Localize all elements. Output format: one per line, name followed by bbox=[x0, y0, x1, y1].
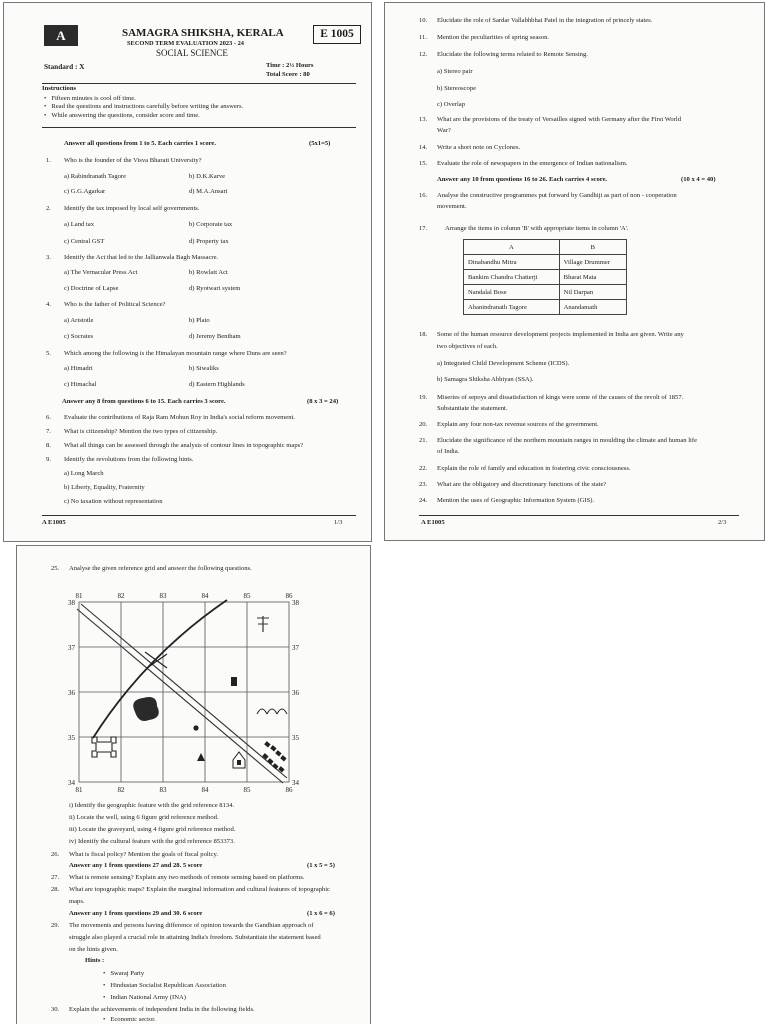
question-text: Elucidate the following terms related to Remote Sensing. bbox=[437, 51, 588, 58]
question-text: Identify the revolutions from the following hints. bbox=[64, 456, 194, 463]
grid-right-label: 38 bbox=[292, 599, 299, 607]
option: b) Liberty, Equality, Fraternity bbox=[64, 484, 145, 491]
question-text: The movements and persons having difference of opinion towards the Gandhian approach of bbox=[69, 922, 314, 929]
question-number: 25. bbox=[51, 565, 60, 572]
question-text: Which among the following is the Himalayan mountain range where Duns are seen? bbox=[64, 350, 287, 357]
table-cell: Bharat Mata bbox=[559, 270, 626, 285]
hint-item: • Hindustan Socialist Republican Association bbox=[103, 982, 226, 989]
table-row bbox=[464, 285, 627, 300]
question-text-cont: on the hints given. bbox=[69, 946, 118, 953]
question-text-cont: two objectives of each. bbox=[437, 343, 498, 350]
post-office-symbol bbox=[233, 752, 245, 768]
question-number: 24. bbox=[419, 497, 428, 504]
question-text: Explain the achievements of independent India in the following fields. bbox=[69, 1006, 255, 1013]
question-text: What are the obligatory and discretionary functions of the state? bbox=[437, 481, 607, 488]
question-number: 8. bbox=[46, 442, 51, 449]
question-text: Elucidate the significance of the northern mountain ranges in moulding the climate and human life bbox=[437, 437, 698, 444]
sub-question: iii) Locate the graveyard, using 4 figure grid reference method. bbox=[69, 826, 236, 833]
section-heading: Answer any 1 from questions 29 and 30. 6 score bbox=[69, 910, 203, 917]
footer-code: A E1005 bbox=[42, 519, 66, 526]
option: a) Stereo pair bbox=[437, 68, 473, 75]
table-cell: Nandalal Bose bbox=[464, 285, 560, 300]
option: b) D.K.Karve bbox=[189, 173, 226, 180]
question-text-cont: struggle also played a crucial role in attaining India's freedom. Substantiate the statement based bbox=[69, 934, 321, 941]
grid-top-label: 85 bbox=[243, 592, 251, 600]
question-text-cont: Substantiate the statement. bbox=[437, 405, 508, 412]
option: c) Doctrine of Lapse bbox=[64, 285, 119, 292]
option: d) M.A.Ansari bbox=[189, 188, 228, 195]
table-row bbox=[464, 270, 627, 285]
question-text: What is fiscal policy? Mention the goals of fiscal policy. bbox=[69, 851, 218, 858]
triangle-symbol bbox=[197, 753, 205, 761]
question-number: 16. bbox=[419, 192, 428, 199]
question-text: Who is the founder of the Visva Bharati University? bbox=[64, 157, 202, 164]
question-number: 19. bbox=[419, 394, 428, 401]
exam-title: SECOND TERM EVALUATION 2023 - 24 bbox=[127, 40, 244, 47]
option: b) Samagra Shiksha Abhiyan (SSA). bbox=[437, 376, 534, 383]
reference-grid-map bbox=[17, 546, 371, 806]
option: d) Ryotwari system bbox=[189, 285, 241, 292]
option: c) Central GST bbox=[64, 238, 105, 245]
divider bbox=[42, 83, 356, 84]
grid-top-label: 81 bbox=[75, 592, 83, 600]
table-cell: Abanindranath Tagore bbox=[464, 300, 560, 315]
question-number: 10. bbox=[419, 17, 428, 24]
question-number: 5. bbox=[46, 350, 51, 357]
question-number: 2. bbox=[46, 205, 51, 212]
section-heading: Answer all questions from 1 to 5. Each carries 1 score. bbox=[64, 140, 217, 147]
settlement-blob bbox=[133, 697, 159, 721]
question-text: Elucidate the role of Sardar Vallabhbhai Patel in the integration of princely states. bbox=[437, 17, 653, 24]
option: a) Land tax bbox=[64, 221, 95, 228]
question-number: 18. bbox=[419, 331, 428, 338]
option: a) Rabindranath Tagore bbox=[64, 173, 127, 180]
question-number: 9. bbox=[46, 456, 51, 463]
question-number: 23. bbox=[419, 481, 428, 488]
question-text: Some of the human resource development projects implemented in India are given. Write any bbox=[437, 331, 684, 338]
question-text: What is remote sensing? Explain any two methods of remote sensing based on platforms. bbox=[69, 874, 305, 881]
option: c) Overlap bbox=[437, 101, 466, 108]
hint-item: • Economic sector. bbox=[103, 1016, 156, 1023]
column-header: A bbox=[464, 240, 560, 255]
sub-question: iv) Identify the cultural feature with the grid reference 853373. bbox=[69, 838, 235, 845]
question-text: What are the provisions of the treaty of Versailles signed with Germany after the First World bbox=[437, 116, 682, 123]
option: a) Himadri bbox=[64, 365, 93, 372]
grid-right-label: 34 bbox=[292, 779, 299, 787]
option: c) G.G.Agarkar bbox=[64, 188, 106, 195]
table-cell: Nil Darpan bbox=[559, 285, 626, 300]
grid-right-label: 37 bbox=[292, 644, 299, 652]
grid-top-label: 83 bbox=[159, 592, 167, 600]
option: a) Aristotle bbox=[64, 317, 94, 324]
question-text: What is citizenship? Mention the two types of citizenship. bbox=[64, 428, 218, 435]
exam-page-3 bbox=[16, 545, 371, 1024]
org-title: SAMAGRA SHIKSHA, KERALA bbox=[122, 27, 284, 39]
grid-right-label: 36 bbox=[292, 689, 299, 697]
divider bbox=[42, 127, 356, 128]
question-text: Analyse the constructive programmes put forward by Gandhiji as part of non - cooperation bbox=[437, 192, 677, 199]
question-text: Explain the role of family and education in fostering civic consciousness. bbox=[437, 465, 631, 472]
grid-bottom-label: 83 bbox=[159, 786, 167, 794]
grid-left-label: 38 bbox=[68, 599, 75, 607]
question-text: Identify the tax imposed by local self governments. bbox=[64, 205, 200, 212]
graveyard-symbol bbox=[92, 737, 116, 757]
grid-bottom-label: 84 bbox=[201, 786, 209, 794]
time-label: Time : 2½ Hours bbox=[266, 62, 314, 69]
instructions-title: Instructions bbox=[42, 85, 77, 92]
sub-question: ii) Locate the well, using 6 figure grid reference method. bbox=[69, 814, 219, 821]
subject-title: SOCIAL SCIENCE bbox=[156, 48, 228, 58]
instruction-item: • Read the questions and instructions carefully before writing the answers. bbox=[44, 103, 243, 110]
question-text: Identify the Act that led to the Jallianwala Bagh Massacre. bbox=[64, 254, 219, 261]
hint-item: • Indian National Army (INA) bbox=[103, 994, 186, 1001]
question-text: Explain any four non-tax revenue sources of the government. bbox=[437, 421, 599, 428]
question-number: 7. bbox=[46, 428, 51, 435]
instruction-item: • Fifteen minutes is cool off time. bbox=[44, 95, 136, 102]
section-marks: (5x1=5) bbox=[309, 140, 331, 147]
question-text: Mention the peculiarities of spring season. bbox=[437, 34, 550, 41]
question-number: 14. bbox=[419, 144, 428, 151]
option: d) Jeremy Bentham bbox=[189, 333, 241, 340]
grid-left-label: 35 bbox=[68, 734, 75, 742]
grid-bottom-label: 86 bbox=[285, 786, 293, 794]
hint-item: • Swaraj Party bbox=[103, 970, 144, 977]
road-line bbox=[93, 600, 227, 738]
footer-divider bbox=[419, 515, 739, 516]
option: c) No taxation without representation bbox=[64, 498, 163, 505]
grid-top-label: 84 bbox=[201, 592, 209, 600]
sub-question: i) Identify the geographic feature with the grid reference 8134. bbox=[69, 802, 235, 809]
grid-bottom-label: 85 bbox=[243, 786, 251, 794]
question-text: What all things can be assessed through the analysis of contour lines in topographic maps? bbox=[64, 442, 304, 449]
grid-bottom-label: 81 bbox=[75, 786, 83, 794]
section-marks: (10 x 4 = 40) bbox=[681, 176, 716, 183]
question-number: 20. bbox=[419, 421, 428, 428]
option: c) Socrates bbox=[64, 333, 94, 340]
grid-left-label: 34 bbox=[68, 779, 75, 787]
table-cell: Anandamath bbox=[559, 300, 626, 315]
option: b) Siwaliks bbox=[189, 365, 219, 372]
section-heading: Answer any 8 from questions 6 to 15. Each carries 3 score. bbox=[62, 398, 226, 405]
option: c) Himachal bbox=[64, 381, 97, 388]
option: a) The Vernacular Press Act bbox=[64, 269, 138, 276]
section-marks: (1 x 5 = 5) bbox=[307, 862, 335, 869]
hints-title: Hints : bbox=[85, 957, 105, 964]
section-heading: Answer any 10 from questions 16 to 26. Each carries 4 score. bbox=[437, 176, 608, 183]
table-cell: Bankim Chandra Chatterji bbox=[464, 270, 560, 285]
table-row bbox=[464, 255, 627, 270]
grid-top-label: 86 bbox=[285, 592, 293, 600]
question-text: Who is the father of Political Science? bbox=[64, 301, 166, 308]
footer-code: A E1005 bbox=[421, 519, 445, 526]
question-text: Arrange the items in column 'B' with appropriate items in column 'A'. bbox=[445, 225, 629, 232]
question-number: 26. bbox=[51, 851, 60, 858]
table-cell: Village Drummer bbox=[559, 255, 626, 270]
grid-left-label: 36 bbox=[68, 689, 75, 697]
table-cell: Dinabandhu Mitra bbox=[464, 255, 560, 270]
exam-page-2 bbox=[384, 2, 765, 541]
question-text-cont: maps. bbox=[69, 898, 85, 905]
question-text-cont: War? bbox=[437, 127, 451, 134]
grid-left-label: 37 bbox=[68, 644, 75, 652]
question-number: 6. bbox=[46, 414, 51, 421]
grid-top-label: 82 bbox=[117, 592, 125, 600]
question-text-cont: movement. bbox=[437, 203, 467, 210]
question-number: 29. bbox=[51, 922, 60, 929]
option: a) Long March bbox=[64, 470, 104, 477]
question-number: 1. bbox=[46, 157, 51, 164]
option: b) Stereoscope bbox=[437, 85, 476, 92]
question-number: 27. bbox=[51, 874, 60, 881]
question-number: 22. bbox=[419, 465, 428, 472]
section-marks: (1 x 6 = 6) bbox=[307, 910, 335, 917]
option: b) Corporate tax bbox=[189, 221, 233, 228]
question-text: What are topographic maps? Explain the marginal information and cultural features of topographic bbox=[69, 886, 330, 893]
huts-symbol bbox=[257, 709, 287, 714]
hut-symbol bbox=[231, 677, 237, 686]
question-text: Evaluate the role of newspapers in the emergence of Indian nationalism. bbox=[437, 160, 628, 167]
question-text: Write a short note on Cyclones. bbox=[437, 144, 521, 151]
question-text: Analyse the given reference grid and answer the following questions. bbox=[69, 565, 252, 572]
option: d) Eastern Highlands bbox=[189, 381, 245, 388]
standard-label: Standard : X bbox=[44, 62, 85, 71]
question-number: 12. bbox=[419, 51, 428, 58]
table-row bbox=[464, 300, 627, 315]
total-score-label: Total Score : 80 bbox=[266, 71, 310, 78]
option: a) Integrated Child Development Scheme (ICDS). bbox=[437, 360, 570, 367]
option: d) Property tax bbox=[189, 238, 229, 245]
section-heading: Answer any 1 from questions 27 and 28. 5 score bbox=[69, 862, 203, 869]
instruction-item: • While answering the questions, consider score and time. bbox=[44, 112, 200, 119]
grid-bottom-label: 82 bbox=[117, 786, 125, 794]
section-marks: (8 x 3 = 24) bbox=[307, 398, 339, 405]
question-number: 11. bbox=[419, 34, 427, 41]
exam-page-1 bbox=[3, 2, 372, 542]
paper-label-box: A bbox=[44, 25, 78, 46]
well-dot bbox=[193, 725, 198, 730]
question-number: 3. bbox=[46, 254, 51, 261]
option: b) Rowlatt Act bbox=[189, 269, 228, 276]
question-text: Miseries of sepoys and dissatisfaction of kings were some of the causes of the revolt of 1857. bbox=[437, 394, 684, 401]
column-header: B bbox=[559, 240, 626, 255]
grid-right-label: 35 bbox=[292, 734, 299, 742]
question-number: 21. bbox=[419, 437, 428, 444]
railway-line bbox=[77, 604, 287, 783]
footer-divider bbox=[42, 515, 356, 516]
question-text: Mention the uses of Geographic Information System (GIS). bbox=[437, 497, 595, 504]
paper-code-box: E 1005 bbox=[313, 25, 361, 44]
option: b) Plato bbox=[189, 317, 210, 324]
match-table bbox=[463, 239, 627, 315]
footer-page: 2/3 bbox=[718, 519, 727, 526]
question-number: 28. bbox=[51, 886, 60, 893]
question-number: 15. bbox=[419, 160, 428, 167]
question-number: 17. bbox=[419, 225, 428, 232]
question-number: 13. bbox=[419, 116, 428, 123]
buildings-cluster bbox=[262, 741, 286, 772]
footer-page: 1/3 bbox=[334, 519, 343, 526]
question-number: 30. bbox=[51, 1006, 60, 1013]
question-text: Evaluate the contributions of Raja Ram Mohun Roy in India's social reform movement. bbox=[64, 414, 296, 421]
question-text-cont: of India. bbox=[437, 448, 460, 455]
question-number: 4. bbox=[46, 301, 51, 308]
table-header-row bbox=[464, 240, 627, 255]
lighthouse-symbol bbox=[257, 616, 269, 632]
